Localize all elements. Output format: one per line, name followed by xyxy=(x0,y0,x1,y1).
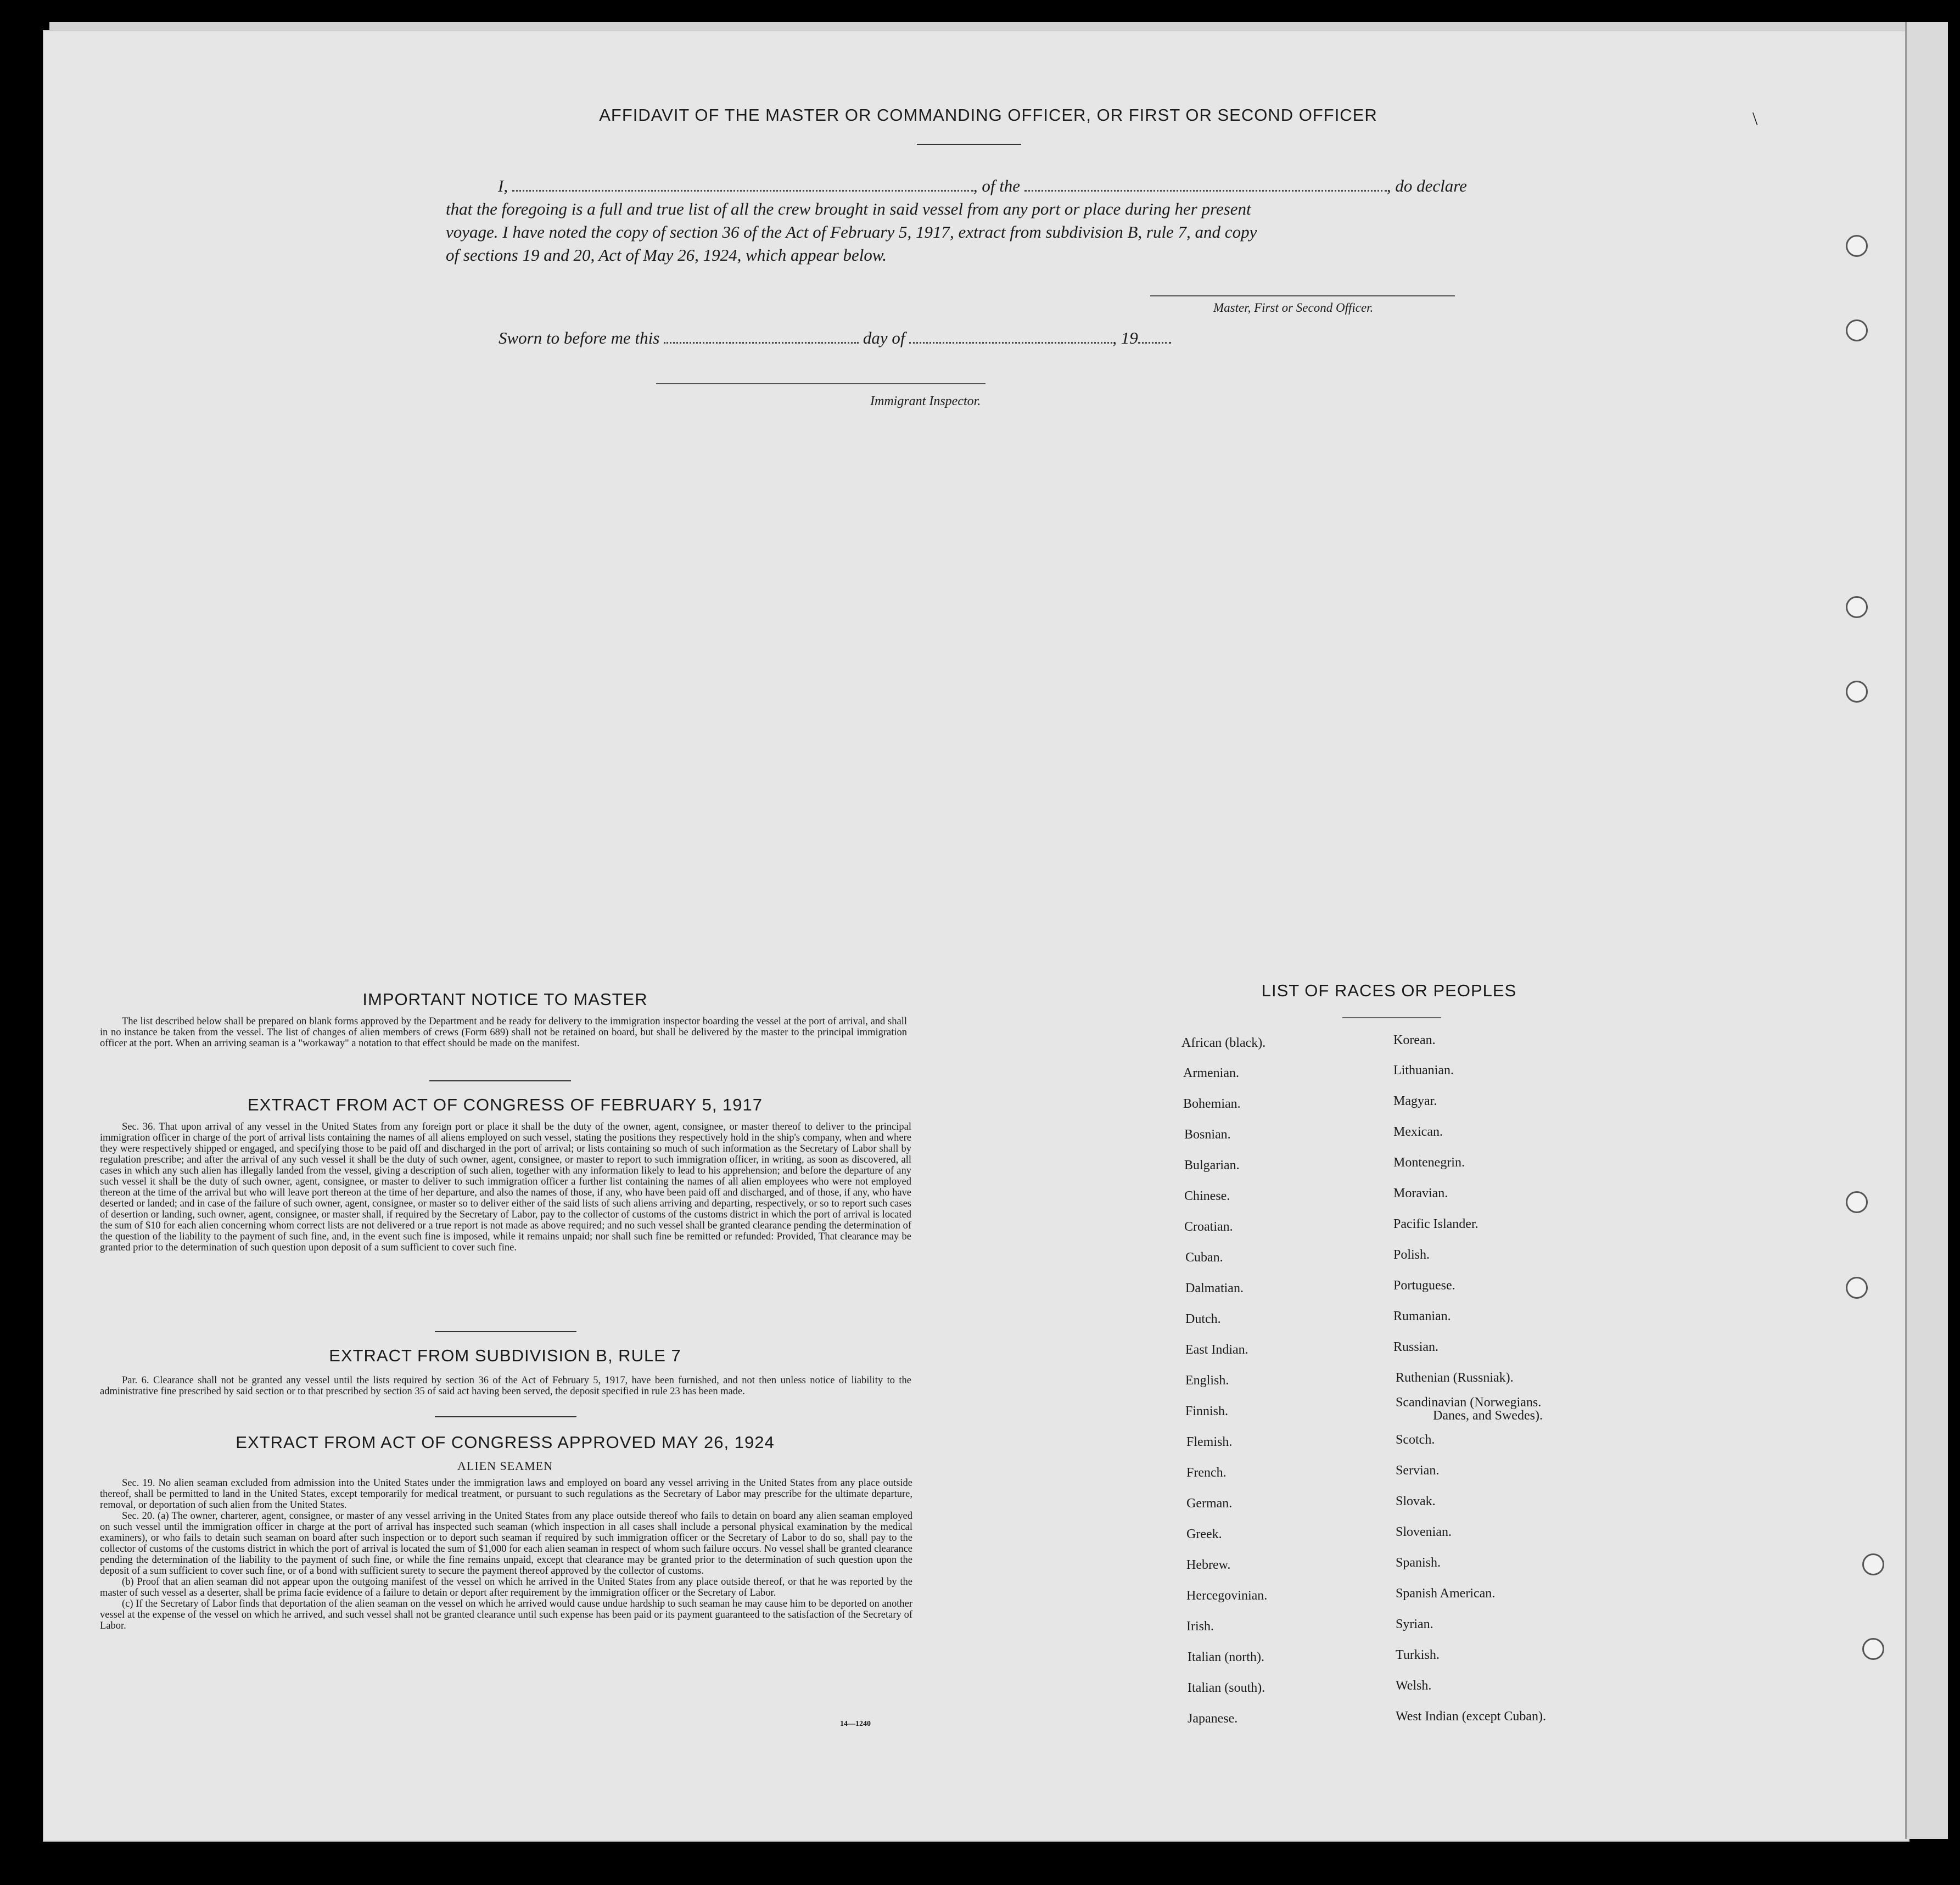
sworn-prefix: Sworn to before me this xyxy=(499,328,660,347)
race-item: African (black). xyxy=(1181,1036,1266,1050)
notice-paragraph: The list described below shall be prepared on blank forms approved by the Department and be ready for delivery to the immigration inspector boarding the vessel at the port of arrival, and shall in no instance be taken from the vessel. The list of changes of alien members of crews (Form 689) shall not be retained on board, but shall be delivered by the master to the principal immigration officer at the port. When an arriving seaman is a "workaway" a notation to that effect should be made on the manifest. xyxy=(100,1016,907,1049)
race-item: Pacific Islander. xyxy=(1393,1217,1479,1231)
binder-hole xyxy=(1846,1191,1868,1213)
race-item: Italian (south). xyxy=(1188,1681,1265,1695)
master-signature-line[interactable] xyxy=(1150,295,1455,296)
binder-hole xyxy=(1862,1638,1884,1660)
race-item: Dutch. xyxy=(1185,1312,1221,1326)
race-item: Slovenian. xyxy=(1396,1525,1452,1539)
day-of-label: day of xyxy=(863,328,905,347)
race-item: Greek. xyxy=(1186,1527,1222,1541)
sec-36-paragraph: Sec. 36. That upon arrival of any vessel in the United States from any foreign port or place it shall be the duty of the owner, agent, consignee, or master thereof to deliver to the principal immigration officer in charge of the port of arrival lists containing the names of all aliens employed on such vessel, stating the positions they respectively hold in the ship's company, when and where they were respectively shipped or engaged, and specifying those to be paid off and discharged in the port of arrival; or lists containing so much of such information as the Secretary of Labor shall by regulation prescribe; and after the arrival of any such vessel it shall be the duty of such owner, agent, consignee, or master to report to such immigration officer, in writing, as soon as discovered, all cases in which any such alien has illegally landed from the vessel, giving a description of such alien, together with any information likely to lead to his apprehension; and before the departure of any such vessel it shall be the duty of such owner, agent, consignee, or master to deliver to such immigration officer a further list containing the names of all alien employees who were not employed thereon at the time of the arrival but who will leave port thereon at the time of her departure, and also the names of those, if any, who have been paid off and discharged, and of those, if any, who have deserted or landed; and in case of the failure of such owner, agent, consignee, or master so to deliver either of the said lists of such aliens arriving and departing, respectively, or so to report such cases of desertion or landing, such owner, agent, consignee, or master shall, if required by the Secretary of Labor, pay to the collector of customs of the customs district in which the port of arrival is located the sum of $10 for each alien concerning whom correct lists are not delivered or a true report is not made as above required; and no such vessel shall be granted clearance pending the determination of the question of the liability to the payment of such fine, and, in the event such fine is imposed, while it remains unpaid; nor shall such fine be remitted or refunded: Provided, That clearance may be granted prior to the determination of such question upon deposit of a sum sufficient to cover such fine. xyxy=(100,1121,911,1253)
divider xyxy=(429,1080,571,1081)
race-item: Turkish. xyxy=(1396,1648,1440,1662)
race-item: Magyar. xyxy=(1393,1094,1437,1108)
race-item: Irish. xyxy=(1186,1619,1214,1634)
race-item: Armenian. xyxy=(1183,1066,1239,1080)
corner-mark: \ xyxy=(1752,109,1758,129)
sec-19-paragraph: Sec. 19. No alien seaman excluded from admission into the United States under the immigration laws and employed on board any vessel arriving in the United States from any place outside thereof, shall be permitted to land in the United States, except temporarily for medical treatment, or pursuant to such regulations as the Secretary of Labor may prescribe for the ultimate departure, removal, or deportation of such alien from the United States. xyxy=(100,1478,912,1511)
inspector-caption: Immigrant Inspector. xyxy=(870,394,981,408)
sec-20b-paragraph: (b) Proof that an alien seaman did not appear upon the outgoing manifest of the vessel on which he arrived in the United States from any place outside thereof, or that he was reported by the master of such vessel as a deserter, shall be prima facie evidence of a failure to detain or deport after requirement by the immigration officer or the Secretary of Labor. xyxy=(100,1577,912,1598)
divider xyxy=(435,1416,576,1417)
binder-hole xyxy=(1862,1553,1884,1575)
title-underline xyxy=(917,144,1021,145)
divider xyxy=(435,1331,576,1332)
affidavit-text xyxy=(446,175,1500,267)
race-item: German. xyxy=(1186,1496,1233,1511)
binder-hole xyxy=(1846,319,1868,341)
races-title: LIST OF RACES OR PEOPLES xyxy=(1261,981,1517,1000)
race-item: Cuban. xyxy=(1185,1250,1223,1265)
of-the-label: , of the xyxy=(973,176,1021,195)
race-item: Portuguese. xyxy=(1393,1278,1455,1293)
affidavit-line-4: of sections 19 and 20, Act of May 26, 1924, which appear below. xyxy=(446,245,887,265)
race-item: Ruthenian (Russniak). xyxy=(1396,1371,1514,1385)
race-item: English. xyxy=(1185,1373,1229,1388)
extract-rule7-body xyxy=(100,1375,911,1397)
race-item: Montenegrin. xyxy=(1393,1155,1465,1170)
notice-title: IMPORTANT NOTICE TO MASTER xyxy=(362,990,648,1009)
notice-body xyxy=(100,1016,907,1049)
inspector-signature-line[interactable] xyxy=(656,383,985,384)
race-item: Russian. xyxy=(1393,1340,1439,1354)
race-item: Polish. xyxy=(1393,1248,1430,1262)
extract-1924-title: EXTRACT FROM ACT OF CONGRESS APPROVED MAY 26, 1924 xyxy=(236,1433,775,1452)
race-item: Slovak. xyxy=(1396,1494,1436,1508)
extract-1917-body xyxy=(100,1121,911,1253)
master-caption: Master, First or Second Officer. xyxy=(1213,301,1374,315)
race-item: East Indian. xyxy=(1185,1343,1248,1357)
race-item: Moravian. xyxy=(1393,1186,1448,1200)
race-item: Welsh. xyxy=(1396,1679,1432,1693)
race-item: Rumanian. xyxy=(1393,1309,1451,1323)
race-item: Finnish. xyxy=(1185,1404,1229,1418)
race-item: Croatian. xyxy=(1184,1220,1233,1234)
form-number: 14—1240 xyxy=(840,1720,871,1728)
binder-hole xyxy=(1846,235,1868,257)
race-item: Bosnian. xyxy=(1184,1127,1231,1142)
race-item: West Indian (except Cuban). xyxy=(1396,1709,1546,1724)
sec-20a-paragraph: Sec. 20. (a) The owner, charterer, agent, consignee, or master of any vessel arriving in the United States from any place outside thereof who fails to detain on board any alien seaman employed on such vessel until the immigration officer in charge at the port of arrival has inspected such seaman (which inspection in all cases shall include a personal physical examination by the medical examiners), or who fails to detain such seaman on board after such inspection or to deport such seaman if required by such immigration officer or the Secretary of Labor to do so, shall pay to the collector of customs of the customs district in which the port of arrival is located the sum of $1,000 for each alien seaman in respect of whom such failure occurs. No vessel shall be granted clearance pending the determination of the liability to the payment of such fine, or while the fine remains unpaid, except that clearance may be granted prior to the determination of such question upon the deposit of a sum sufficient to cover such fine, or of a bond with sufficient surety to secure the payment thereof approved by the collector of customs. xyxy=(100,1511,912,1577)
par-6-paragraph: Par. 6. Clearance shall not be granted any vessel until the lists required by section 36 of the Act of February 5, 1917, have been furnished, and not then unless notice of liability to the administrative fine prescribed by said section or to that prescribed by section 35 of said act having been served, the deposit specified in rule 23 has been made. xyxy=(100,1375,911,1397)
sworn-line xyxy=(499,328,1171,348)
race-item: Servian. xyxy=(1396,1463,1440,1478)
race-item: Mexican. xyxy=(1393,1125,1443,1139)
race-item: Hebrew. xyxy=(1186,1558,1231,1572)
binder-hole xyxy=(1846,1277,1868,1299)
race-item: Flemish. xyxy=(1186,1435,1233,1449)
declarant-name-blank[interactable] xyxy=(512,190,973,192)
sworn-year-blank[interactable] xyxy=(1138,342,1171,344)
race-item: Scandinavian (Norwegians. xyxy=(1396,1395,1542,1410)
race-item: Japanese. xyxy=(1188,1712,1238,1726)
declare-label: , do declare xyxy=(1386,176,1467,195)
affidavit-line-3: voyage. I have noted the copy of section 36 of the Act of February 5, 1917, extract from subdivision B, rule 7, and copy xyxy=(446,222,1257,242)
race-item: Chinese. xyxy=(1184,1189,1230,1203)
race-item-scandinavian-continuation: Danes, and Swedes). xyxy=(1433,1409,1543,1423)
affidavit-line-2: that the foregoing is a full and true list of all the crew brought in said vessel from any port or place during her present xyxy=(446,199,1251,218)
race-item: Italian (north). xyxy=(1188,1650,1264,1664)
race-item: Hercegovinian. xyxy=(1186,1589,1268,1603)
races-title-underline xyxy=(1342,1017,1441,1018)
race-item: French. xyxy=(1186,1466,1227,1480)
binder-hole xyxy=(1846,596,1868,618)
page-edge-strip xyxy=(1905,22,1948,1839)
sec-20c-paragraph: (c) If the Secretary of Labor finds that deportation of the alien seaman on the vessel on which he arrived would cause undue hardship to such seaman he may cause him to be deported on another vessel at the expense of the vessel on which he arrived, and such vessel shall not be granted clearance until such expense has been paid or its payment guaranteed to the satisfaction of the Secretary of Labor. xyxy=(100,1598,912,1631)
race-item: Syrian. xyxy=(1396,1617,1433,1631)
declarant-prefix: I, xyxy=(498,176,508,195)
sworn-month-blank[interactable] xyxy=(909,342,1112,344)
affidavit-line-1 xyxy=(446,175,1500,198)
vessel-name-blank[interactable] xyxy=(1024,190,1387,192)
extract-1924-body xyxy=(100,1478,912,1631)
alien-seamen-subtitle: ALIEN SEAMEN xyxy=(457,1459,553,1473)
race-item: Lithuanian. xyxy=(1393,1063,1454,1078)
race-item: Bulgarian. xyxy=(1184,1158,1240,1172)
affidavit-title: AFFIDAVIT OF THE MASTER OR COMMANDING OFFICER, OR FIRST OR SECOND OFFICER xyxy=(599,105,1377,125)
race-item: Scotch. xyxy=(1396,1433,1435,1447)
sworn-day-blank[interactable] xyxy=(664,342,859,344)
race-item: Spanish. xyxy=(1396,1556,1441,1570)
extract-rule7-title: EXTRACT FROM SUBDIVISION B, RULE 7 xyxy=(329,1346,681,1365)
race-item: Korean. xyxy=(1393,1033,1436,1047)
extract-1917-title: EXTRACT FROM ACT OF CONGRESS OF FEBRUARY 5, 1917 xyxy=(247,1095,763,1114)
race-item: Spanish American. xyxy=(1396,1586,1496,1601)
race-item: Dalmatian. xyxy=(1185,1281,1244,1295)
year-prefix: , 19 xyxy=(1112,328,1138,347)
binder-hole xyxy=(1846,681,1868,703)
race-item: Bohemian. xyxy=(1183,1097,1241,1111)
